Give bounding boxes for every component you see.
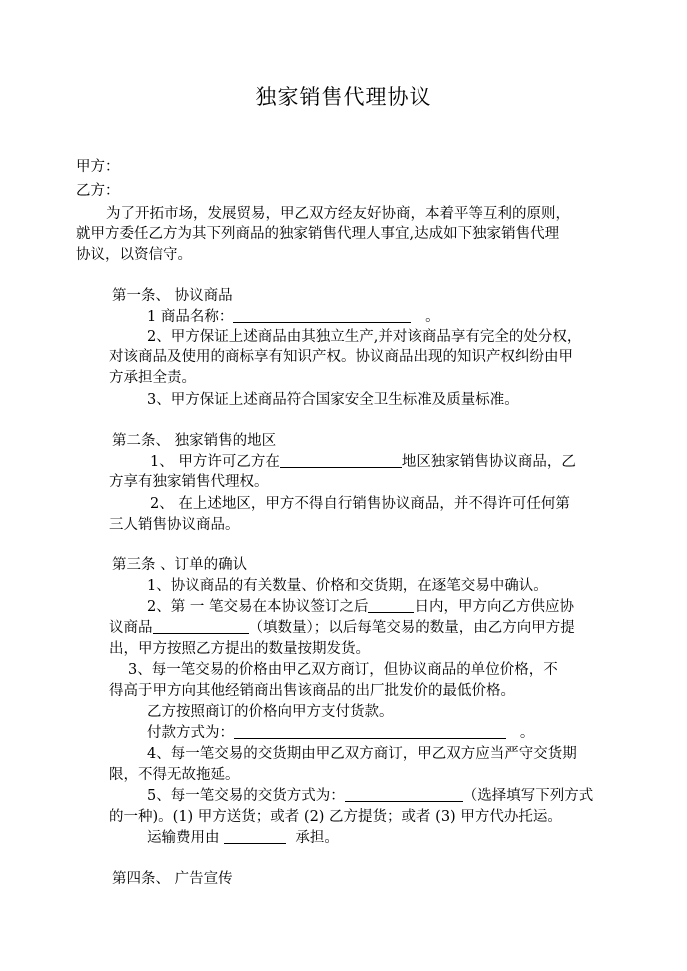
article3-item2-line-2 <box>109 619 575 637</box>
days-blank[interactable] <box>368 598 414 613</box>
shipping-cost-prefix: 运输费用由 <box>147 830 220 846</box>
article2-item1-suffix: 地区独家销售协议商品，乙 <box>401 454 576 470</box>
article1-item1 <box>147 308 440 326</box>
article3-item2-line-1 <box>147 598 574 616</box>
article1-heading: 第一条、 协议商品 <box>112 288 233 304</box>
article3-item3-line-1: 3、每一笔交易的价格由甲乙双方商订，但协议商品的单位价格，不 <box>128 662 558 678</box>
article3-item5-prefix: 5、每一笔交易的交货方式为： <box>147 788 345 804</box>
article3-item3-line-2: 得高于甲方向其他经销商出售该商品的出厂批发价的最低价格。 <box>109 683 515 699</box>
article3-item5-line-3 <box>147 829 339 847</box>
article3-item5-line-2: 的一种)。(1) 甲方送货；或者 (2) 乙方提货；或者 (3) 甲方代办托运。 <box>109 809 562 825</box>
payment-method-suffix: 。 <box>519 725 535 741</box>
article3-item2-l2-prefix: 议商品 <box>109 620 153 636</box>
shipping-cost-suffix: 承担。 <box>295 830 339 846</box>
article1-item3: 3、甲方保证上述商品符合国家安全卫生标准及质量标准。 <box>147 392 519 408</box>
article2-item1-prefix: 1、 甲方许可乙方在 <box>150 454 280 470</box>
payment-line: 乙方按照商订的价格向甲方支付货款。 <box>147 704 394 720</box>
intro-line-3: 协议，以资信守。 <box>76 247 192 263</box>
article3-item2-prefix: 2、第 一 笔交易在本协议签订之后 <box>147 599 369 615</box>
article1-item1-prefix: 1 商品名称： <box>147 309 234 325</box>
delivery-method-blank[interactable] <box>345 787 463 802</box>
shipping-cost-blank[interactable] <box>224 829 286 844</box>
party-b-label: 乙方： <box>76 183 120 199</box>
article1-item2-line-3: 方承担全责。 <box>109 370 196 386</box>
product-name-blank[interactable] <box>233 308 411 323</box>
intro-line-1: 为了开拓市场，发展贸易，甲乙双方经友好协商，本着平等互利的原则， <box>106 206 570 222</box>
party-a-label: 甲方： <box>76 159 120 175</box>
article3-item1: 1、协议商品的有关数量、价格和交货期，在逐笔交易中确认。 <box>147 578 548 594</box>
article1-item2-line-2: 对该商品及使用的商标享有知识产权。协议商品出现的知识产权纠纷由甲 <box>109 349 573 365</box>
article3-item4-line-2: 限，不得无故拖延。 <box>109 767 240 783</box>
article2-item1 <box>150 453 576 471</box>
article2-heading: 第二条、 独家销售的地区 <box>112 433 277 449</box>
article2-item1-line-2: 方享有独家销售代理权。 <box>109 474 269 490</box>
article3-item5-line-1 <box>147 787 593 805</box>
document-title: 独家销售代理协议 <box>255 85 432 109</box>
article1-item1-suffix: 。 <box>425 309 440 325</box>
payment-method-blank[interactable] <box>234 724 506 739</box>
article3-item5-suffix: （选择填写下列方式 <box>462 788 594 804</box>
payment-method <box>147 724 534 742</box>
article1-item2-line-1: 2、甲方保证上述商品由其独立生产,并对该商品享有完全的处分权， <box>147 329 582 345</box>
region-blank[interactable] <box>280 453 402 468</box>
article3-item2-l2-suffix: （填数量）；以后每笔交易的数量，由乙方向甲方提 <box>248 620 575 636</box>
article3-item4-line-1: 4、每一笔交易的交货期由甲乙双方商订，甲乙双方应当严守交货期 <box>147 746 577 762</box>
intro-line-2: 就甲方委任乙方为其下列商品的独家销售代理人事宜,达成如下独家销售代理 <box>76 226 560 242</box>
article3-heading: 第三条 、订单的确认 <box>112 557 248 573</box>
article2-item2-line-1: 2、 在上述地区，甲方不得自行销售协议商品，并不得许可任何第 <box>150 496 570 512</box>
article4-heading: 第四条、 广告宣传 <box>112 871 233 887</box>
article3-item2-suffix: 日内，甲方向乙方供应协 <box>414 599 574 615</box>
payment-method-prefix: 付款方式为： <box>147 725 234 741</box>
quantity-blank[interactable] <box>153 619 249 634</box>
article3-item2-line-3: 出，甲方按照乙方提出的数量按期发货。 <box>109 641 370 657</box>
article2-item2-line-2: 三人销售协议商品。 <box>109 517 240 533</box>
